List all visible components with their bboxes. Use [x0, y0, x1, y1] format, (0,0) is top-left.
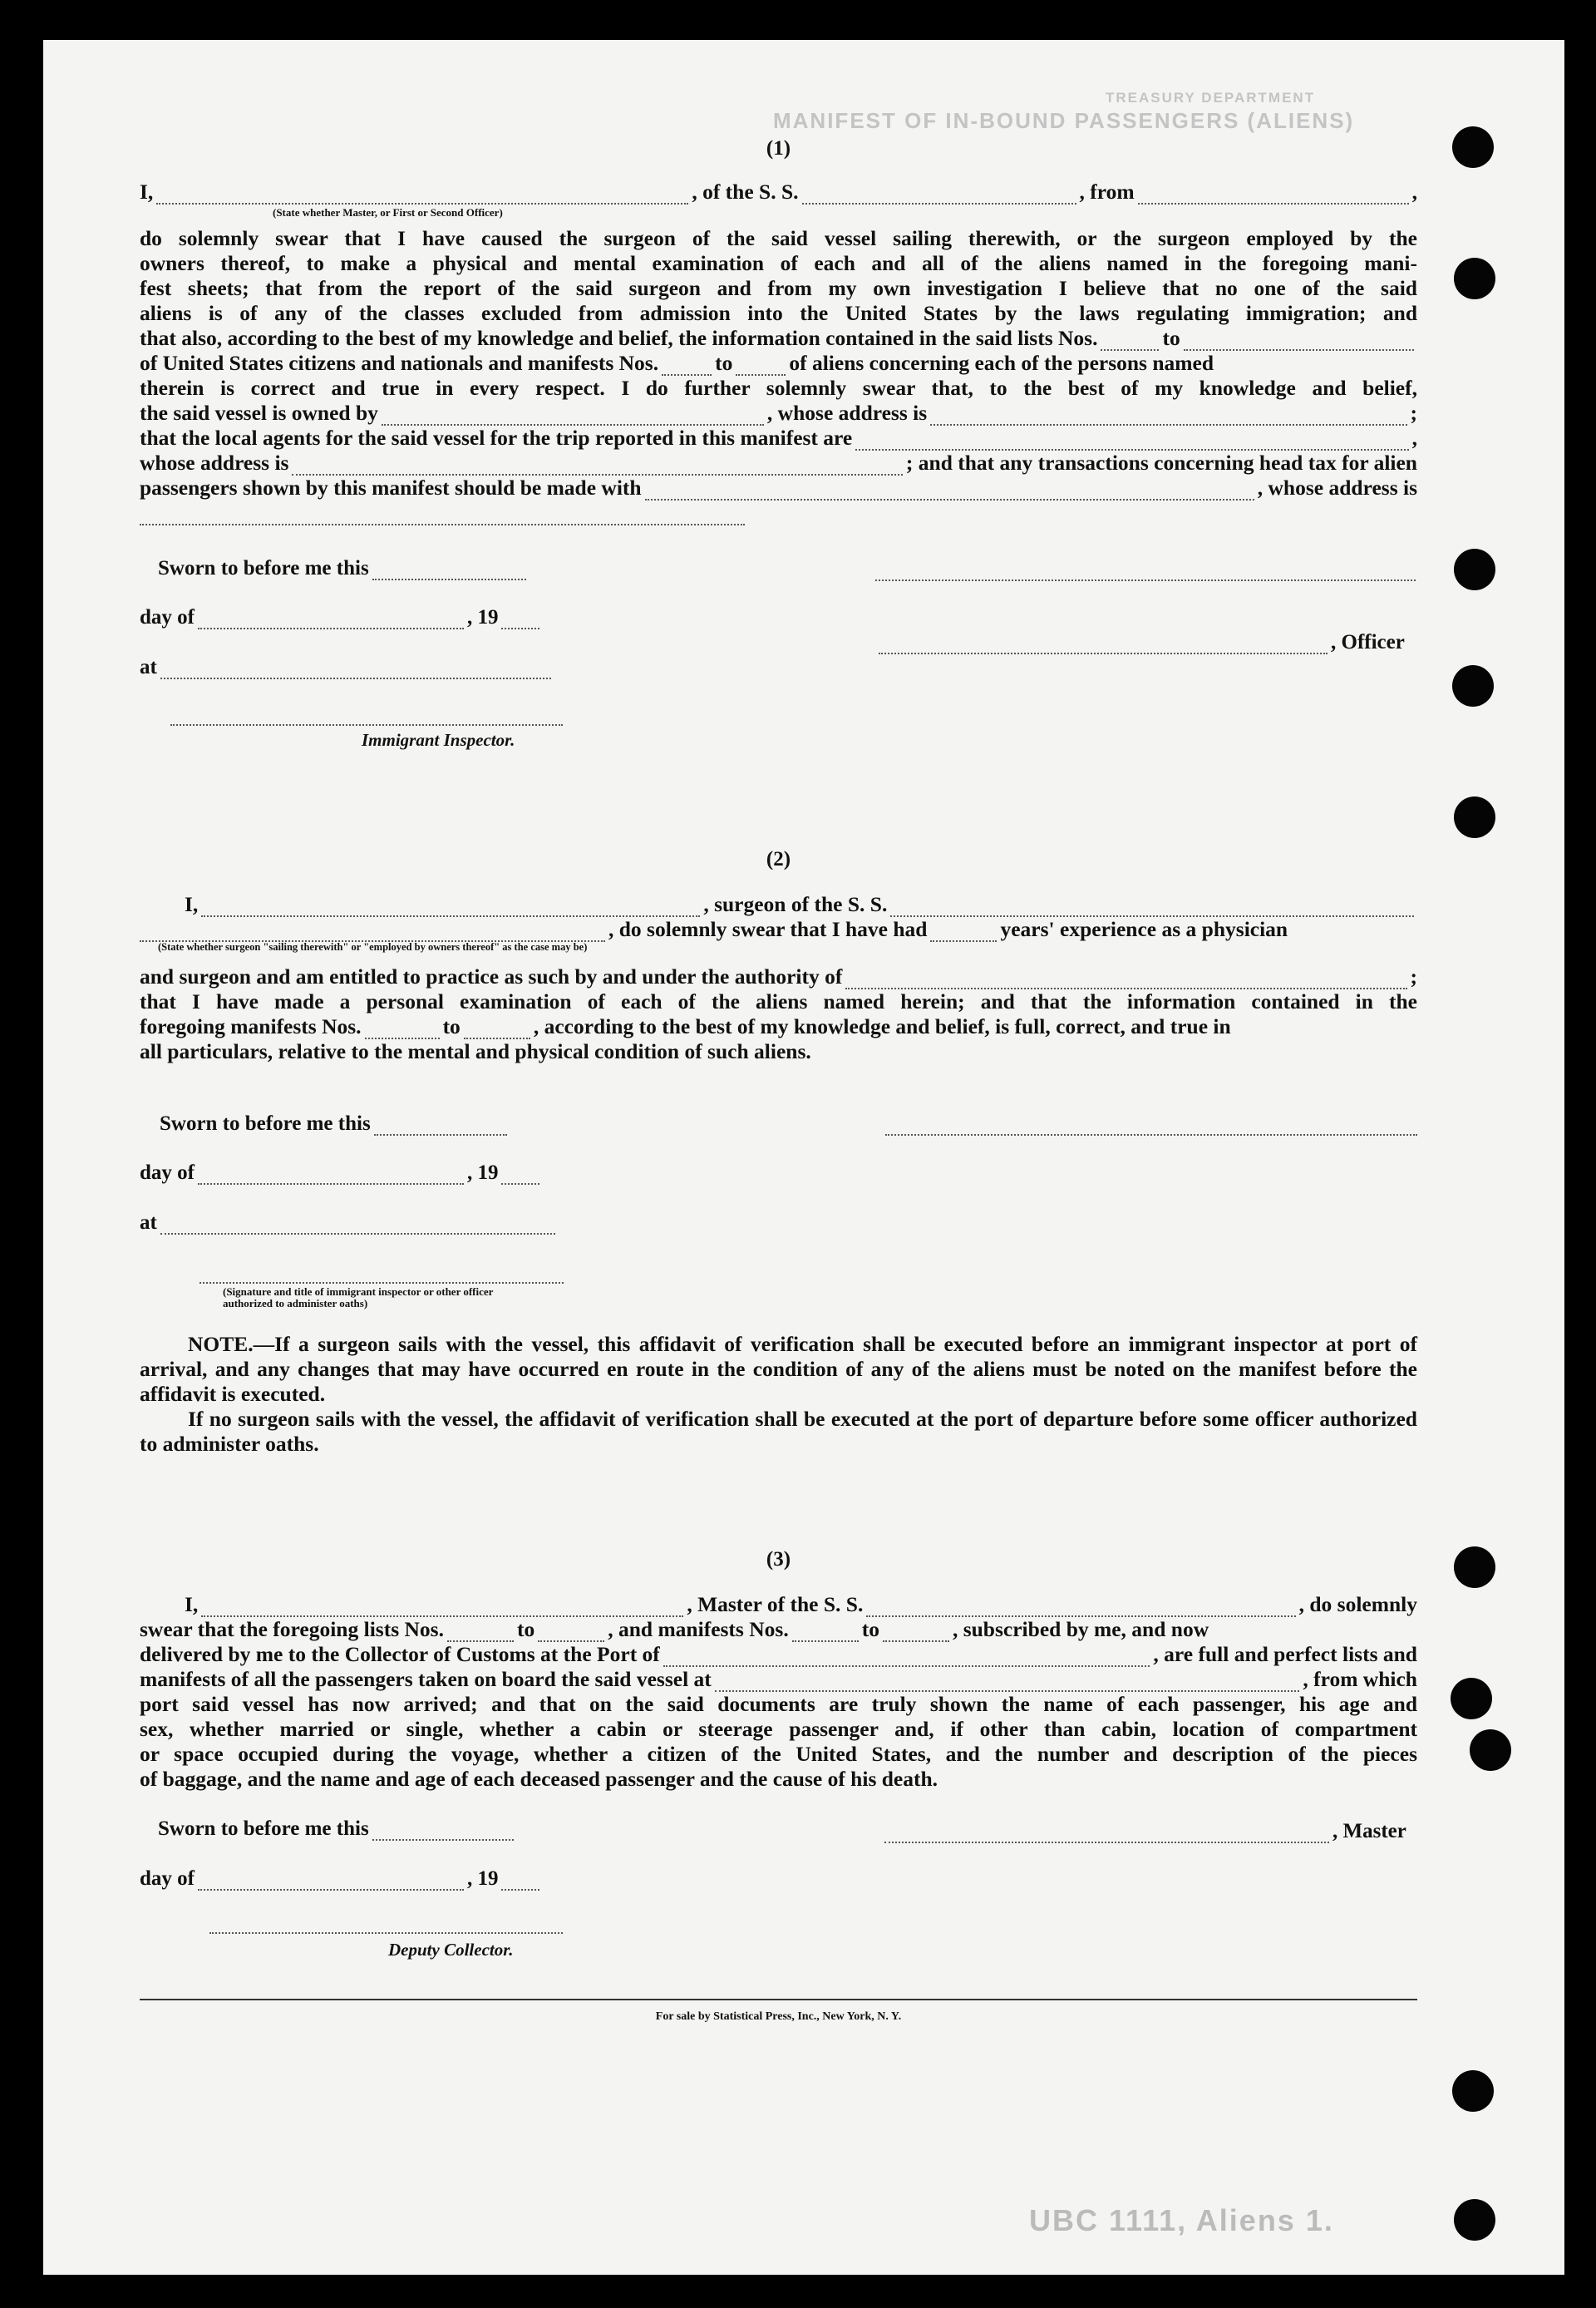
list-no-to-field[interactable]: [1184, 331, 1414, 351]
s2-body-line: all particulars, relative to the mental and physical condition of such aliens.: [140, 1039, 811, 1063]
text: , and manifests Nos.: [608, 1617, 789, 1641]
text: the said vessel is owned by: [140, 401, 378, 425]
publisher-footer: For sale by Statistical Press, Inc., New York, N. Y.: [655, 2010, 902, 2023]
day-of-field[interactable]: [198, 609, 464, 629]
s2-at: [140, 1211, 559, 1235]
text: to: [861, 1617, 879, 1641]
text: and surgeon and am entitled to practice as such by and under the authority of: [140, 964, 843, 989]
text: passengers shown by this manifest should be made with: [140, 476, 642, 500]
text: that the local agents for the said vessel for the trip reported in this manifest are: [140, 426, 853, 450]
text: , do solemnly swear that I have had: [608, 917, 928, 941]
punch-hole: [1454, 549, 1495, 590]
faint-header-right: TREASURY DEPARTMENT: [1106, 90, 1316, 106]
footer-rule: [140, 1999, 1417, 2000]
text: Sworn to before me this: [158, 1817, 369, 1840]
punch-hole: [1454, 2199, 1495, 2241]
text: manifests of all the passengers taken on board the said vessel at: [140, 1667, 712, 1691]
text: at: [140, 656, 157, 678]
list-to-field[interactable]: [538, 1622, 604, 1642]
years-experience-field[interactable]: [930, 922, 997, 942]
text: whose address is: [140, 451, 289, 475]
punch-hole: [1451, 1678, 1492, 1719]
s3-body-line: port said vessel has now arrived; and that on the said documents are truly shown the name of each passenger, his age and: [140, 1692, 1417, 1716]
vessel-name-field[interactable]: [802, 185, 1076, 205]
day-of-field[interactable]: [198, 1165, 464, 1185]
section-3-heading: (3): [766, 1548, 791, 1571]
s3-day-of: [140, 1867, 543, 1891]
text: , whose address is: [766, 401, 928, 425]
text: of United States citizens and nationals and manifests Nos.: [140, 351, 659, 375]
s1-body-line: owners thereof, to make a physical and mental examination of each and all of the aliens named in the foregoing mani-: [140, 251, 1417, 275]
note-label: NOTE.: [188, 1332, 254, 1356]
agents-address-field[interactable]: [292, 456, 902, 476]
punch-hole: [1452, 126, 1494, 168]
text: Sworn to before me this: [160, 1112, 371, 1135]
punch-hole: [1452, 2070, 1494, 2112]
s1-line-agents: [140, 426, 1417, 451]
s1-line-owned: [140, 401, 1417, 426]
officer-title-field[interactable]: [879, 634, 1328, 654]
text: , surgeon of the S. S.: [703, 892, 888, 916]
s2-surgeon-caption: (State whether surgeon "sailing therewith" or "employed by owners thereof" as the case may be): [158, 941, 588, 953]
surgeon-vessel-field[interactable]: [890, 897, 1414, 917]
text: day of: [140, 606, 195, 629]
label-i: I,: [185, 1592, 199, 1616]
s3-body-line: of baggage, and the name and age of each deceased passenger and the cause of his death.: [140, 1767, 938, 1791]
faint-header-text: MANIFEST OF IN-BOUND PASSENGERS (ALIENS): [773, 108, 1355, 133]
s1-body-line: aliens is of any of the classes excluded from admission into the United States by the laws regulating immigration; and: [140, 301, 1417, 325]
text: delivered by me to the Collector of Customs at the Port of: [140, 1642, 660, 1666]
s3-line-port: [140, 1642, 1417, 1667]
authority-field[interactable]: [845, 969, 1406, 989]
deputy-collector-signature-line[interactable]: [209, 1931, 563, 1934]
label-of-ss: , of the S. S.: [692, 180, 799, 204]
s3-line-master: [140, 1592, 1417, 1617]
note-text-2: If no surgeon sails with the vessel, the affidavit of verification shall be executed at the port of departure before some officer authorized to administer oaths.: [140, 1407, 1417, 1456]
s1-officer-caption: (State whether Master, or First or Second Officer): [273, 206, 503, 219]
s2-note: [140, 1332, 1417, 1457]
day-of-field[interactable]: [198, 1871, 464, 1891]
text: , whose address is: [1257, 476, 1417, 500]
list-no-from-field[interactable]: [1101, 331, 1159, 351]
s2-line-experience: [140, 917, 1417, 942]
s1-line-passengers: [140, 476, 1417, 501]
s2-line-manifests: [140, 1014, 1417, 1039]
punch-hole: [1454, 258, 1495, 299]
sworn-date-field[interactable]: [372, 1821, 514, 1841]
text: , 19: [466, 1867, 499, 1890]
text: , 19: [466, 606, 499, 629]
head-tax-address-field[interactable]: [140, 522, 745, 525]
s1-sworn: [158, 557, 530, 580]
text: day of: [140, 1161, 195, 1184]
s2-sworn: [160, 1112, 510, 1136]
s1-body-line: fest sheets; that from the report of the said surgeon and from my own investigation I believe that no one of the said: [140, 276, 1417, 300]
master-signature-line[interactable]: [884, 1823, 1329, 1843]
text: , subscribed by me, and now: [952, 1617, 1209, 1641]
s1-officer-line: [875, 631, 1405, 654]
s2-line-surgeon: [140, 892, 1417, 917]
text: to: [442, 1014, 461, 1038]
punct: ;: [1410, 964, 1417, 989]
manifest-from-field[interactable]: [365, 1019, 440, 1039]
s2-body-line: that I have made a personal examination of each of the aliens named herein; and that the information contained in the: [140, 989, 1417, 1013]
oath-officer-signature-line[interactable]: [200, 1280, 564, 1284]
section-1-heading: (1): [766, 137, 791, 160]
s1-body-line: do solemnly swear that I have caused the surgeon of the said vessel sailing therewith, or the surgeon employed by the: [140, 226, 1417, 250]
surgeon-signature-line[interactable]: [885, 1132, 1417, 1136]
year-field[interactable]: [501, 1871, 539, 1891]
list-from-field[interactable]: [447, 1622, 514, 1642]
text: , Master of the S. S.: [687, 1592, 864, 1616]
text: swear that the foregoing lists Nos.: [140, 1617, 444, 1641]
label-from: , from: [1079, 180, 1135, 204]
text: day of: [140, 1867, 195, 1890]
s1-body-line: therein is correct and true in every respect. I do further solemnly swear that, to the best of my knowledge and belief,: [140, 376, 1417, 400]
s1-line-whose: [140, 451, 1417, 476]
officer-signature-line[interactable]: [875, 578, 1416, 581]
manifest-no-to-field[interactable]: [736, 356, 786, 376]
at-place-field[interactable]: [160, 1215, 555, 1235]
surgeon-status-field[interactable]: [140, 922, 605, 942]
text: at: [140, 1211, 157, 1234]
year-field[interactable]: [501, 609, 539, 629]
boarding-port-field[interactable]: [715, 1672, 1300, 1692]
inspector-signature-line[interactable]: [170, 722, 563, 726]
manifest-from-field[interactable]: [792, 1622, 859, 1642]
s3-sworn: [158, 1817, 517, 1841]
s3-master-signature: [881, 1820, 1406, 1843]
punch-hole: [1452, 665, 1494, 707]
manifest-to-field[interactable]: [883, 1622, 949, 1642]
surgeon-name-field[interactable]: [201, 897, 700, 917]
owner-address-field[interactable]: [930, 406, 1406, 426]
s2-line-authority: [140, 964, 1417, 989]
section-2-heading: (2): [766, 848, 791, 870]
label-i: I,: [140, 180, 154, 204]
master-vessel-field[interactable]: [866, 1597, 1295, 1617]
text: of aliens concerning each of the persons named: [789, 351, 1214, 375]
label-i: I,: [185, 892, 199, 916]
text: , do solemnly: [1298, 1592, 1417, 1616]
punct: ,: [1411, 426, 1417, 450]
faint-bottom-stamp: UBC 1111, Aliens 1.: [1029, 2203, 1334, 2237]
punch-hole: [1470, 1729, 1511, 1771]
text: , Officer: [1331, 631, 1405, 653]
text: that also, according to the best of my knowledge and belief, the information contained in the said lists Nos.: [140, 326, 1098, 350]
text: ; and that any transactions concerning head tax for alien: [905, 451, 1417, 475]
text: foregoing manifests Nos.: [140, 1014, 362, 1038]
head-tax-agent-field[interactable]: [645, 481, 1254, 501]
year-field[interactable]: [501, 1165, 539, 1185]
punch-hole: [1454, 796, 1495, 838]
s1-line-officer: [140, 180, 1417, 205]
s1-day-of: [140, 606, 543, 629]
text: , Master: [1332, 1820, 1406, 1842]
s1-inspector-label: Immigrant Inspector.: [362, 730, 515, 750]
text: Sworn to before me this: [158, 557, 369, 579]
text: , are full and perfect lists and: [1153, 1642, 1417, 1666]
sworn-date-field[interactable]: [372, 560, 526, 580]
note-text: —If a surgeon sails with the vessel, this affidavit of verification shall be executed before an immigrant inspector at port of arrival, and any changes that may have occurred en route in the condition of any of the aliens must be noted on the manifest before the affidavit is executed.: [140, 1332, 1417, 1406]
master-name-field[interactable]: [201, 1597, 683, 1617]
s1-line-citizens: [140, 351, 1417, 376]
port-field[interactable]: [663, 1647, 1150, 1667]
punct: ,: [1411, 180, 1417, 204]
sworn-date-field[interactable]: [374, 1116, 507, 1136]
agents-field[interactable]: [855, 431, 1408, 451]
text: , 19: [466, 1161, 499, 1184]
s3-line-boarding: [140, 1667, 1417, 1692]
at-place-field[interactable]: [160, 659, 551, 679]
s3-body-line: or space occupied during the voyage, whether a citizen of the United States, and the number and description of the pieces: [140, 1742, 1417, 1766]
manifest-to-field[interactable]: [464, 1019, 530, 1039]
text: years' experience as a physician: [1000, 917, 1288, 941]
text: to: [1162, 326, 1180, 350]
s2-day-of: [140, 1161, 543, 1185]
punct: ;: [1410, 401, 1417, 425]
text: to: [516, 1617, 535, 1641]
owner-field[interactable]: [382, 406, 764, 426]
text: to: [715, 351, 733, 375]
s1-line-lists: [140, 326, 1417, 351]
s3-body-line: sex, whether married or single, whether a cabin or steerage passenger and, if other than cabin, location of compartment: [140, 1717, 1417, 1741]
s3-deputy-label: Deputy Collector.: [388, 1940, 514, 1960]
s3-line-lists: [140, 1617, 1417, 1642]
s2-signature-caption: (Signature and title of immigrant inspector or other officer authorized to administer oaths): [223, 1285, 494, 1309]
manifest-no-from-field[interactable]: [662, 356, 712, 376]
from-port-field[interactable]: [1138, 185, 1409, 205]
punch-hole: [1454, 1546, 1495, 1588]
s1-at: [140, 656, 554, 679]
text: , from which: [1303, 1667, 1417, 1691]
officer-name-field[interactable]: [156, 185, 688, 205]
text: , according to the best of my knowledge and belief, is full, correct, and true in: [533, 1014, 1231, 1038]
